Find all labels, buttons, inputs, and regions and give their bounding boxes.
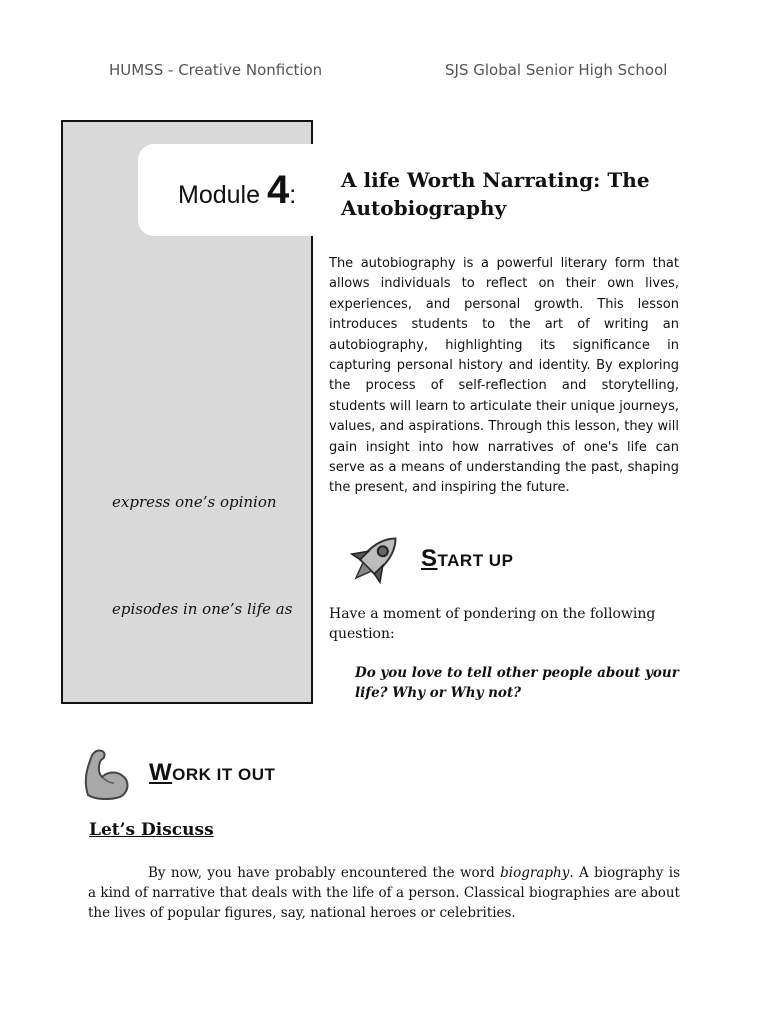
para-text-before: By now, you have probably encountered the word [148,865,501,881]
work-it-out-cap: W [149,759,173,786]
flexed-arm-icon [80,745,134,801]
para-italic-word: biography [500,865,570,881]
work-it-out-rest: ORK IT OUT [172,765,276,784]
intro-paragraph: The autobiography is a powerful literary form that allows individuals to reflect on their own lives, experiences, and personal growth. This lesson introduces students to the art of writing an autobiography, highlighting its significance in capturing personal history and identity. By exploring the process of self-reflection and storytelling, students will learn to articulate their unique journeys, values, and aspirations. Through this lesson, they will gain insight into how narratives of one's life can serve as a means of understanding the past, shaping the present, and inspiring the future. [329,256,679,496]
rocket-icon [343,528,407,590]
work-it-out-heading [149,759,275,787]
module-word: Module [178,181,267,209]
module-label [178,168,296,213]
reflection-question: Do you love to tell other people about your life? Why or Why not? [355,665,679,701]
sidebar-text-2: episodes in one’s life as [112,600,293,618]
start-up-rest: TART UP [437,551,514,570]
module-number: 4 [266,168,290,212]
start-up-cap: S [421,545,438,572]
ponder-prompt: Have a moment of pondering on the following question: [329,606,656,642]
header-course: HUMSS - Creative Nonfiction [109,61,323,79]
module-title: A life Worth Narrating: The Autobiography [341,168,650,220]
para-text-after: . A biography is a kind of narrative that deals with the life of a person. Classical biographies are about the lives of popular figures, say, national heroes or celebrities. [88,865,680,921]
header-school: SJS Global Senior High School [445,61,668,79]
lets-discuss-heading: Let’s Discuss [89,820,214,840]
module-colon: : [289,181,297,209]
start-up-heading [421,545,513,573]
discussion-paragraph [88,863,680,923]
sidebar-text-1: express one’s opinion [112,493,277,511]
